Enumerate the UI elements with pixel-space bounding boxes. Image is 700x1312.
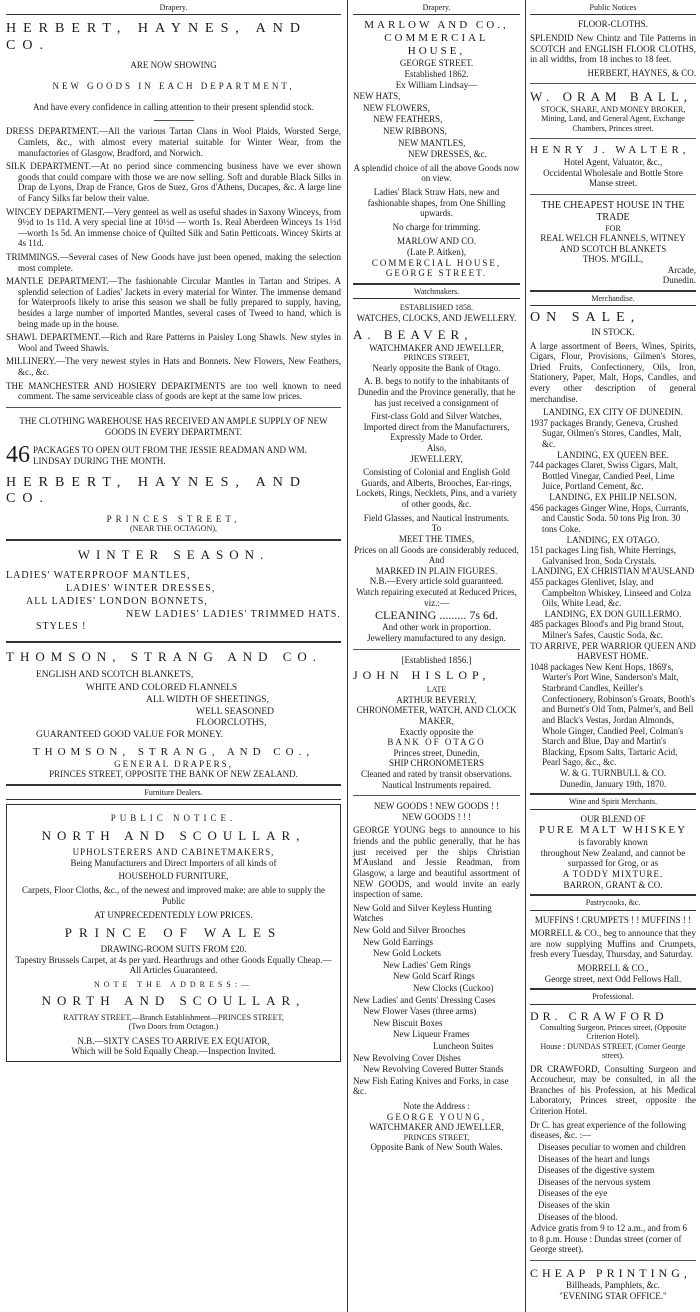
- north-scoullar-name-2: NORTH AND SCOULLAR,: [41, 993, 306, 1009]
- princes-street: PRINCES STREET,: [106, 513, 241, 524]
- landing-text: 151 packages Ling fish, White Herrings, Galvanised Iron, Soda Crystals.: [530, 545, 677, 566]
- disease-item: Diseases of the nervous system: [538, 1176, 651, 1187]
- ns-tapestry: Tapestry Brussels Carpet, at 4s per yard. Hearthrugs and other Goods Equally Cheap.—All Articles Guaranteed.: [15, 954, 332, 976]
- gy-note: Note the Address :: [403, 1101, 470, 1112]
- beaver-jewellery: JEWELLERY,: [410, 453, 463, 464]
- column-drapery-left: [0, 0, 348, 1312]
- gy-items: [353, 903, 520, 1097]
- hislop-cleaned: Cleaned and rated by transit observations. Nautical Instruments repaired.: [361, 769, 512, 790]
- gy-item: New Gold Scarf Rings: [393, 971, 475, 982]
- packages-notice: [6, 445, 341, 467]
- gy-new-goods-2: NEW GOODS ! ! !: [401, 811, 472, 822]
- divider: [530, 194, 696, 195]
- gy-item: New Fish Eating Knives and Forks, in case &c.: [353, 1075, 509, 1097]
- pure-malt-by: BARRON, GRANT & CO.: [563, 879, 663, 890]
- cheapest-arcade: Arcade,: [667, 264, 696, 275]
- marlow-item: NEW RIBBONS,: [383, 126, 447, 136]
- landing-text: 485 packages Blood's and Pig brand Stout, Milner's Safes, Caustic Soda, &c.: [530, 619, 684, 641]
- herbert-haynes-title: HERBERT, HAYNES, AND CO.: [6, 21, 307, 53]
- morrell-address: George street, next Odd Fellows Hall.: [544, 973, 682, 984]
- column-notices-right: [526, 0, 700, 1312]
- disease-item: Diseases of the blood.: [538, 1211, 618, 1222]
- gy-intro: GEORGE YOUNG begs to announce to his friends and the public generally, that he has just received per the ships Christian M'Ausland and Jessie Readman, from Glasgow, a large and beautiful assortment of NEW GOODS, and would invite an early inspection of same.: [353, 825, 520, 900]
- beaver-field: Field Glasses, and Nautical Instruments.: [363, 512, 510, 523]
- cheapest-items: REAL WELCH FLANNELS, WITNEY AND SCOTCH BLANKETS: [540, 232, 686, 254]
- hislop-opp: Exactly opposite the: [399, 726, 474, 737]
- cheap-printing-text: Billheads, Pamphlets, &c.: [566, 1280, 660, 1291]
- muffins-title: MUFFINS ! CRUMPETS ! ! MUFFINS ! !: [534, 914, 692, 925]
- crawford-text: DR CRAWFORD, Consulting Surgeon and Accoucheur, may be consulted, in all the Branches of his Profession, at his Medical Laboratory, Princes street, opposite the Criterion Hotel.: [530, 1063, 696, 1117]
- gy-item: New Gold and Silver Keyless Hunting Watches: [353, 902, 492, 924]
- winter-season: WINTER SEASON.: [77, 546, 270, 562]
- hislop-ship: SHIP CHRONOMETERS: [389, 758, 484, 769]
- gy-item: New Gold and Silver Brooches: [353, 924, 466, 935]
- landing-2: [530, 450, 696, 492]
- marlow-name: MARLOW AND CO.,: [364, 19, 509, 32]
- landing-4: [530, 535, 696, 567]
- north-scoullar-name: NORTH AND SCOULLAR,: [41, 827, 306, 843]
- thomson-lines: [6, 670, 341, 741]
- beaver-meet: MEET THE TIMES,: [398, 533, 475, 544]
- beaver-and: And: [428, 555, 445, 566]
- disease-item: Diseases of the digestive system: [538, 1165, 655, 1176]
- beaver-established: ESTABLISHED 1858.: [399, 303, 474, 313]
- ns-household: HOUSEHOLD FURNITURE,: [118, 871, 229, 882]
- confidence-line: And have every confidence in calling attention to their present splendid stock.: [33, 101, 314, 112]
- in-stock: IN STOCK.: [591, 326, 635, 337]
- tsc-line: GUARANTEED GOOD VALUE FOR MONEY.: [36, 730, 224, 741]
- tsc-line: WHITE AND COLORED FLANNELS: [86, 682, 238, 693]
- disease-item: Diseases of the skin: [538, 1199, 610, 1210]
- section-header: Merchandise.: [530, 290, 696, 306]
- ns-prices: AT UNPRECEDENTEDLY LOW PRICES.: [94, 910, 253, 921]
- gy-item: New Ladies' and Gents' Dressing Cases: [353, 994, 496, 1005]
- beaver-also: Also,: [426, 443, 447, 454]
- beaver-cleaning: CLEANING ......... 7s 6d.: [375, 608, 498, 623]
- packages-number: 46: [6, 445, 30, 467]
- on-sale-text: A large assortment of Beers, Wines, Spirits, Cigars, Flour, Provisions, Gilmen's Stores, Dried Fruits, Confectionery, Oils, Iron, Stationery, Paper, Malt, Hops, Candles, and every other description of general merchandise.: [530, 340, 696, 404]
- landing-head: LANDING, EX OTAGO.: [566, 534, 660, 545]
- hislop-princes: Princes street, Dunedin,: [393, 747, 480, 758]
- ns-trade: UPHOLSTERERS AND CABINETMAKERS,: [72, 847, 275, 858]
- dept-silk: SILK DEPARTMENT.—At no period since commencing business have we ever shown goods that could compare with those we are now selling. Soft and durable Black Silks in Drap de Lyons, Drap de France, Gros de Suez, Gros d'Athens, Ducapes, &c. A large line of Fancy Silks far below their value.: [6, 161, 341, 203]
- landing-text: 455 packages Glenlivet, Islay, and Campbelton Whiskey, Linseed and Colza Oils, White Lead, &c.: [530, 576, 691, 609]
- divider: [530, 138, 696, 139]
- crawford-surgeon: Consulting Surgeon, Princes street, (Opposite Criterion Hotel).: [539, 1022, 687, 1042]
- dept-wincey: WINCEY DEPARTMENT.—Very genteel as well as useful shades in Saxony Winceys, from 9½d to 1s 11d. A very special line at 10½d — worth 1s. Real Aberdeen Winceys 1s 1½d—worth 1s 5d. An immense choice of Quilted Silk and Satin Petticoats. Wincey Skirts at 4s 11d.: [6, 206, 341, 249]
- north-scoullar-box: [6, 804, 341, 1062]
- ns-drawing-room: DRAWING-ROOM SUITS FROM £20.: [100, 944, 247, 955]
- marlow-no-charge: No charge for trimming.: [392, 221, 481, 232]
- herbert-haynes-title-2: HERBERT, HAYNES, AND CO.: [6, 474, 307, 507]
- thomson-strang-title: THOMSON, STRANG AND CO.: [6, 649, 323, 665]
- landing-1: [530, 407, 696, 449]
- beaver-firstclass: First-class Gold and Silver Watches,: [371, 411, 502, 422]
- crawford-advice: Advice gratis from 9 to 12 a.m., and from 6 to 8 p.m. House : Dundas street (corner of George street).: [530, 1223, 687, 1255]
- thomson-strang-title-2: THOMSON, STRANG, AND CO.,: [32, 745, 315, 758]
- marlow-straw: Ladies' Black Straw Hats, new and fashionable shapes, from One Shilling upwards.: [367, 187, 506, 219]
- landing-head: LANDING, EX CHRISTIAN M'AUSLAND: [531, 566, 695, 577]
- tsc-address: PRINCES STREET, OPPOSITE THE BANK OF NEW ZEALAND.: [49, 769, 298, 780]
- gy-item: New Revolving Covered Butter Stands: [363, 1064, 504, 1075]
- george-street-2: GEORGE STREET.: [385, 268, 488, 279]
- pure-malt-blend: OUR BLEND OF: [580, 813, 646, 824]
- ns-makers: Being Manufacturers and Direct Importers of all kinds of: [70, 857, 277, 868]
- floor-cloths-title: FLOOR-CLOTHS.: [578, 19, 648, 30]
- morrell-text: MORRELL & CO., beg to announce that they are now supplying Muffins and Crumpets, fresh every Tuesday, Thursday, and Saturday.: [530, 928, 696, 960]
- pure-malt-title: PURE MALT WHISKEY: [538, 824, 688, 837]
- divider: [6, 641, 341, 643]
- walter-manse: Manse street.: [589, 178, 637, 189]
- turnbull-date: Dunedin, January 19th, 1870.: [559, 778, 667, 789]
- prince-of-wales: PRINCE OF WALES: [64, 924, 283, 940]
- marlow-item: NEW MANTLES,: [398, 137, 466, 148]
- landing-head: LANDING, EX PHILIP NELSON.: [549, 492, 677, 503]
- beaver-princes: PRINCES STREET,: [403, 353, 470, 363]
- hislop-trade: CHRONOMETER, WATCH, AND CLOCK MAKER,: [356, 705, 517, 726]
- walter-name: HENRY J. WALTER,: [530, 144, 690, 157]
- hislop-late: LATE: [426, 685, 447, 695]
- ladies-line: NEW LADIES' LADIES' TRIMMED HATS.: [126, 608, 341, 620]
- section-header: Professional.: [530, 988, 696, 1004]
- general-drapers: GENERAL DRAPERS,: [114, 758, 233, 769]
- crawford-experience: Dr C. has great experience of the following diseases, &c. :—: [530, 1119, 686, 1141]
- divider: [6, 539, 341, 541]
- section-header: Furniture Dealers.: [6, 784, 341, 800]
- arrive-head: TO ARRIVE, PER WARRIOR QUEEN AND HARVEST HOME.: [530, 640, 696, 662]
- floor-cloths-by: HERBERT, HAYNES, & CO.: [587, 67, 696, 78]
- section-header: Watchmakers.: [353, 283, 520, 299]
- crawford-diseases: [530, 1142, 696, 1222]
- hislop-bank: BANK OF OTAGO: [387, 737, 486, 748]
- landing-5: [530, 566, 696, 608]
- marlow-choice: A splendid choice of all the above Goods now on view.: [353, 162, 520, 184]
- now-showing: ARE NOW SHOWING: [130, 60, 217, 71]
- gy-item: New Biscuit Boxes: [373, 1017, 443, 1028]
- section-header: Drapery.: [6, 0, 341, 15]
- near-octagon: (NEAR THE OCTAGON),: [130, 524, 217, 534]
- arrive-text: 1048 packages New Kent Hops, 1869's, Warter's Port Wine, Sanderson's Malt, Starbrand Candles, Keiller's Confectionery, Robinson's Groats, Booth's and Burnett's Old Tom, Palmer's, and Bell and Black's Vestas, Jordan Almonds, Whole Ginger, Candied Peel, Colman's Starch and Blue, Day and Martin's Blacking, Epsom Salts, Tartaric Acid, Pearl Sago, &c., &c.: [530, 661, 695, 768]
- landing-head: LANDING, EX QUEEN BEE.: [557, 449, 669, 460]
- section-header: Pastrycooks, &c.: [530, 894, 696, 910]
- cheap-printing-title: CHEAP PRINTING,: [530, 1266, 691, 1281]
- beaver-nb: N.B.—Every article sold guaranteed.: [369, 576, 504, 587]
- walter-text: Hotel Agent, Valuator, &c.,: [563, 157, 663, 168]
- beaver-watches: WATCHES, CLOCKS, AND JEWELLERY.: [356, 312, 517, 323]
- landing-6: [530, 609, 696, 641]
- marlow-name-2: MARLOW AND CO.: [396, 236, 477, 247]
- beaver-trade: WATCHMAKER AND JEWELLER,: [369, 342, 504, 353]
- cheapest-name: THOS. M'GILL,: [582, 254, 644, 265]
- on-sale-title: ON SALE,: [530, 310, 641, 326]
- beaver-opposite: Nearly opposite the Bank of Otago.: [372, 362, 501, 373]
- section-header: Drapery.: [353, 0, 520, 15]
- marlow-late: (Late P. Aitken),: [407, 247, 466, 258]
- landing-text: 1937 packages Brandy, Geneva, Crushed Sugar, Oilmen's Stores, Candles, Malt, &c.: [530, 417, 682, 450]
- pure-malt-text: throughout New Zealand, and cannot be surpassed for Grog, or as: [540, 847, 686, 869]
- column-drapery-middle: [348, 0, 526, 1312]
- beaver-repairing: Watch repairing executed at Reduced Prices, viz.:—: [356, 586, 517, 608]
- landing-head: LANDING, EX DON GUILLERMO.: [544, 608, 682, 619]
- gy-item: Luncheon Suites: [433, 1041, 494, 1052]
- beaver-imported: Imported direct from the Manufacturers, Expressly Made to Order.: [363, 421, 510, 443]
- landing-text: 744 packages Claret, Swiss Cigars, Malt, Bottled Vinegar, Candied Peel, Lime Juice, Portland Cement, &c.: [530, 460, 678, 492]
- commercial-house: COMMERCIAL HOUSE,: [384, 32, 489, 58]
- hislop-established: [Established 1856.]: [401, 654, 472, 665]
- beaver-prices: Prices on all Goods are considerably reduced,: [354, 544, 519, 555]
- ns-carpets: Carpets, Floor Cloths, &c., of the newest and improved make: are able to supply the Public: [22, 885, 325, 906]
- morrell-name: MORRELL & CO.,: [577, 963, 649, 974]
- pure-malt-known: is favorably known: [578, 837, 648, 848]
- gy-item: New Gold Lockets: [373, 948, 441, 959]
- landing-3: [530, 492, 696, 534]
- cheapest-dunedin: Dunedin.: [662, 275, 696, 286]
- crawford-house: House : DUNDAS STREET, (Corner George street).: [540, 1041, 686, 1061]
- dept-shawl: SHAWL DEPARTMENT.—Rich and Rare Patterns in Paisley Long Shawls. New styles in Wool and Tweed Shawls.: [6, 332, 341, 353]
- gy-item: New Liqueur Frames: [393, 1029, 470, 1040]
- ladies-line: STYLES !: [36, 621, 87, 633]
- evening-star-office: "EVENING STAR OFFICE.": [559, 1290, 667, 1301]
- gy-item: New Ladies' Gem Rings: [383, 959, 471, 970]
- marlow-item: NEW DRESSES, &c.: [408, 149, 487, 160]
- dept-mantle: MANTLE DEPARTMENT.—The fashionable Circular Mantles in Tartan and Stripes. A splendid selection of Ladies' Jackets in every material for Winter. The immense demand for Waterproofs likely to arise this season we shall be fully prepared to supply, having, besides a large number of imported Mantles, several cases of Tweed to hand, which is being made up in the house.: [6, 276, 341, 329]
- section-header: Wine and Spirit Merchants.: [530, 793, 696, 809]
- landing-head: LANDING, EX CITY OF DUNEDIN.: [543, 407, 683, 418]
- tsc-line: WELL SEASONED FLOORCLOTHS,: [196, 707, 275, 729]
- disease-item: Diseases of the eye: [538, 1188, 608, 1199]
- ns-cases: N.B.—SIXTY CASES TO ARRIVE EX EQUATOR,: [77, 1035, 270, 1046]
- cheapest-title: THE CHEAPEST HOUSE IN THE TRADE: [541, 199, 685, 223]
- public-notice-title: PUBLIC NOTICE.: [110, 813, 237, 824]
- beaver-begs: A. B. begs to notify to the inhabitants of Dunedin and the Province generally, that he has just received a consignment of: [357, 376, 516, 408]
- hislop-name: JOHN HISLOP,: [353, 668, 491, 683]
- gy-trade: WATCHMAKER AND JEWELLER,: [369, 1122, 504, 1133]
- ns-two-doors: (Two Doors from Octagon.): [128, 1022, 219, 1032]
- divider: [154, 120, 194, 121]
- section-header: Public Notices: [530, 0, 696, 15]
- divider: [530, 1260, 696, 1261]
- hislop-beverly: ARTHUR BEVERLY,: [396, 694, 477, 705]
- dept-manchester: THE MANCHESTER AND HOSIERY DEPARTMENTS are too well known to need comment. The same serviceable class of goods are kept at the same low prices.: [6, 380, 341, 402]
- beaver-marked: MARKED IN PLAIN FIGURES.: [375, 565, 498, 576]
- marlow-established: Established 1862.: [404, 68, 469, 79]
- divider: [353, 649, 520, 650]
- beaver-name: A. BEAVER,: [353, 327, 473, 343]
- gy-name: GEORGE YOUNG,: [386, 1111, 487, 1122]
- marlow-items: [353, 91, 520, 160]
- dept-millinery: MILLINERY.—The very newest styles in Hats and Bonnets. New Flowers, New Feathers, &c., &c.: [6, 356, 341, 378]
- crawford-name: DR. CRAWFORD: [530, 1008, 668, 1023]
- commercial-house-2: COMMERCIAL HOUSE,: [371, 257, 502, 268]
- clothing-warehouse: THE CLOTHING WAREHOUSE HAS RECEIVED AN AMPLE SUPPLY OF NEW GOODS IN EVERY DEPARTMENT.: [19, 415, 328, 437]
- disease-item: Diseases peculiar to women and children: [538, 1141, 686, 1152]
- marlow-item: NEW FEATHERS,: [373, 114, 443, 125]
- beaver-other: And other work in proportion.: [382, 622, 491, 633]
- oram-ball-text: STOCK, SHARE, AND MONEY BROKER, Mining, Land, and General Agent, Exchange Chambers, Princes street.: [540, 104, 686, 133]
- gy-item: New Gold Earrings: [363, 936, 433, 947]
- turnbull-name: W. & G. TURNBULL & CO.: [559, 767, 667, 778]
- landing-text: 456 packages Ginger Wine, Hops, Currants, and Caustic Soda. 50 tons Pig Iron. 30 tons Coke.: [530, 502, 689, 534]
- packages-text: PACKAGES TO OPEN OUT FROM THE JESSIE READMAN AND WM. LINDSAY DURING THE MONTH.: [33, 445, 307, 466]
- tsc-line: ALL WIDTH OF SHEETINGS,: [146, 694, 269, 705]
- ladies-line: LADIES' WATERPROOF MANTLES,: [6, 570, 191, 582]
- divider: [6, 407, 341, 408]
- tsc-line: ENGLISH AND SCOTCH BLANKETS,: [36, 670, 194, 681]
- ladies-line: ALL LADIES' LONDON BONNETS,: [26, 595, 208, 607]
- floor-cloths-text: SPLENDID New Chintz and Tile Patterns in SCOTCH and ENGLISH FLOOR CLOTHS, in all widths, from 18 inches to 18 feet.: [530, 33, 696, 65]
- gy-item: New Revolving Cover Dishes: [353, 1052, 461, 1063]
- gy-princes: PRINCES STREET,: [403, 1132, 470, 1142]
- gy-item: New Flower Vases (three arms): [363, 1006, 477, 1017]
- marlow-ex: Ex William Lindsay—: [395, 79, 478, 90]
- new-goods-line: NEW GOODS IN EACH DEPARTMENT,: [52, 81, 295, 92]
- ns-rattray: RATTRAY STREET,—Branch Establishment—PRINCES STREET,: [63, 1012, 284, 1022]
- divider: [353, 795, 520, 796]
- oram-ball-name: W. ORAM BALL,: [530, 89, 693, 105]
- divider: [530, 83, 696, 84]
- gy-opposite: Opposite Bank of New South Wales.: [370, 1142, 503, 1153]
- beaver-to: To: [431, 523, 442, 534]
- ns-sold: Which will be Sold Equally Cheap.—Inspection Invited.: [71, 1046, 276, 1057]
- dept-dress: DRESS DEPARTMENT.—All the various Tartan Clans in Wool Plaids, Worsted Serge, Camlets, &c., with almost every material suitable for Winter Wear, from the manufactories of Glasgow, Bradford, and Norwich.: [6, 126, 341, 158]
- beaver-consisting: Consisting of Colonial and English Gold Guards, and Alberts, Brooches, Ear-rings, Lockets, Rings, Necklets, Pins, and a variety of other goods, &c.: [356, 467, 517, 510]
- gy-item: New Clocks (Cuckoo): [413, 983, 494, 993]
- pure-malt-toddy: A TODDY MIXTURE.: [562, 869, 664, 879]
- marlow-item: NEW HATS,: [353, 91, 401, 102]
- marlow-item: NEW FLOWERS,: [363, 102, 430, 113]
- beaver-jewel: Jewellery manufactured to any design.: [367, 632, 506, 643]
- walter-occidental: Occidental Wholesale and Bottle Store: [543, 167, 683, 178]
- ladies-line: LADIES' WINTER DRESSES,: [66, 582, 216, 594]
- george-street: GEORGE STREET.: [399, 58, 474, 69]
- ladies-block: [6, 570, 341, 633]
- dept-trimmings: TRIMMINGS.—Several cases of New Goods have just been opened, making the selection most complete.: [6, 252, 341, 273]
- cheapest-for: FOR: [605, 223, 621, 233]
- disease-item: Diseases of the heart and lungs: [538, 1153, 650, 1164]
- ns-note: NOTE THE ADDRESS:—: [94, 980, 253, 990]
- gy-new-goods: NEW GOODS ! NEW GOODS ! !: [373, 801, 500, 812]
